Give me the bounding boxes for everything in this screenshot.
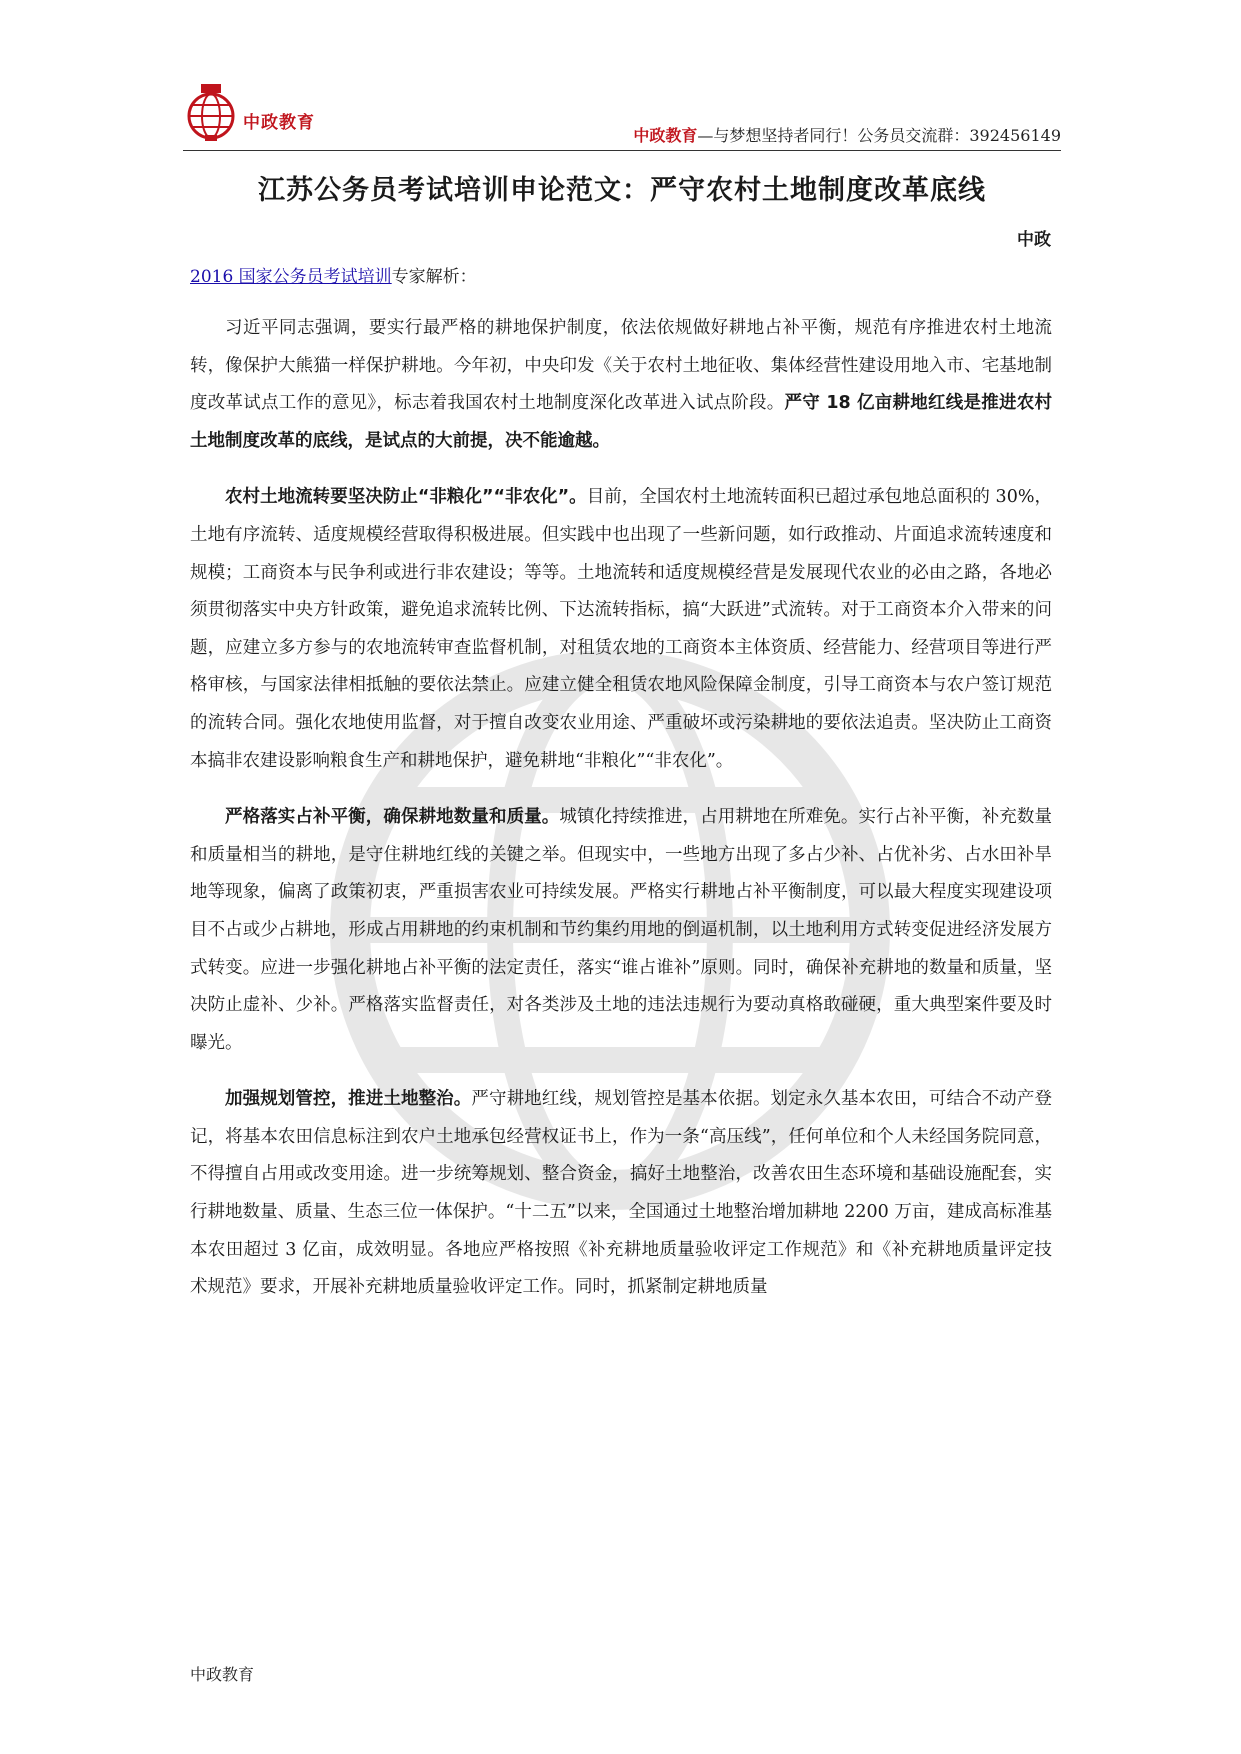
paragraph-3 xyxy=(190,799,1052,1062)
exam-training-link[interactable]: 2016 国家公务员考试培训 xyxy=(190,267,392,287)
paragraph-2-lead: 农村土地流转要坚决防止“非粮化”“非农化”。 xyxy=(225,487,587,508)
page-footer: 中政教育 xyxy=(190,1665,255,1684)
intro-line xyxy=(190,262,477,287)
paragraph-2-text: 目前，全国农村土地流转面积已超过承包地总面积的 30%，土地有序流转、适度规模经营取得积极进展。但实践中也出现了一些新问题，如行政推动、片面追求流转速度和规模；工商资本与民争利或进行非农建设；等等。土地流转和适度规模经营是发展现代农业的必由之路，各地必须贯彻落实中央方针政策，避免追求流转比例、下达流转指标，搞“大跃进”式流转。对于工商资本介入带来的问题，应建立多方参与的农地流转审查监督机制，对租赁农地的工商资本主体资质、经营能力、经营项目等进行严格审核，与国家法律相抵触的要依法禁止。应建立健全租赁农地风险保障金制度，引导工商资本与农户签订规范的流转合同。强化农地使用监督，对于擅自改变农业用途、严重破坏或污染耕地的要依法追责。坚决防止工商资本搞非农建设影响粮食生产和耕地保护，避免耕地“非粮化”“非农化”。 xyxy=(190,487,1052,771)
paragraph-4 xyxy=(190,1081,1052,1307)
paragraph-3-text: 城镇化持续推进，占用耕地在所难免。实行占补平衡，补充数量和质量相当的耕地，是守住耕地红线的关键之举。但现实中，一些地方出现了多占少补、占优补劣、占水田补旱地等现象，偏离了政策初衷，严重损害农业可持续发展。严格实行耕地占补平衡制度，可以最大程度实现建设项目不占或少占耕地，形成占用耕地的约束机制和节约集约用地的倒逼机制，以土地利用方式转变促进经济发展方式转变。应进一步强化耕地占补平衡的法定责任，落实“谁占谁补”原则。同时，确保补充耕地的数量和质量，坚决防止虚补、少补。严格落实监督责任，对各类涉及土地的违法违规行为要动真格敢碰硬，重大典型案件要及时曝光。 xyxy=(190,807,1052,1053)
globe-logo-icon xyxy=(183,80,239,144)
slogan-brand: 中政教育 xyxy=(633,126,698,145)
paragraph-3-lead: 严格落实占补平衡，确保耕地数量和质量。 xyxy=(225,807,560,828)
paragraph-1 xyxy=(190,310,1052,460)
intro-suffix: 专家解析： xyxy=(391,267,477,287)
paragraph-4-text: 严守耕地红线，规划管控是基本依据。划定永久基本农田，可结合不动产登记，将基本农田信息标注到农户土地承包经营权证书上，作为一条“高压线”，任何单位和个人未经国务院同意，不得擅自占用或改变用途。进一步统筹规划、整合资金，搞好土地整治，改善农田生态环境和基础设施配套，实行耕地数量、质量、生态三位一体保护。“十二五”以来，全国通过土地整治增加耕地 2200 万亩，建成高标准基本农田超过 3 亿亩，成效明显。各地应严格按照《补充耕地质量验收评定工作规范》和《补充耕地质量评定技术规范》要求，开展补充耕地质量验收评定工作。同时，抓紧制定耕地质量 xyxy=(190,1089,1053,1298)
logo-text: 中政教育 xyxy=(243,113,315,133)
logo xyxy=(183,78,343,148)
paragraph-4-lead: 加强规划管控，推进土地整治。 xyxy=(225,1089,472,1110)
article-author: 中政 xyxy=(1017,230,1051,250)
paragraph-2 xyxy=(190,479,1052,780)
article-title: 江苏公务员考试培训申论范文：严守农村土地制度改革底线 xyxy=(258,175,986,206)
slogan-text: —与梦想坚持者同行！公务员交流群：392456149 xyxy=(697,126,1061,145)
article-body xyxy=(190,310,1052,1326)
paragraph-1-bold-conclusion: 严守 18 亿亩耕地红线是推进农村土地制度改革的底线，是试点的大前提，决不能逾越。 xyxy=(190,393,1052,451)
header-slogan xyxy=(633,123,1061,146)
page-header xyxy=(183,78,1061,151)
paragraph-1-text: 习近平同志强调，要实行最严格的耕地保护制度，依法依规做好耕地占补平衡，规范有序推进农村土地流转，像保护大熊猫一样保护耕地。今年初，中央印发《关于农村土地征收、集体经营性建设用地入市、宅基地制度改革试点工作的意见》，标志着我国农村土地制度深化改革进入试点阶段。 xyxy=(190,318,1052,414)
